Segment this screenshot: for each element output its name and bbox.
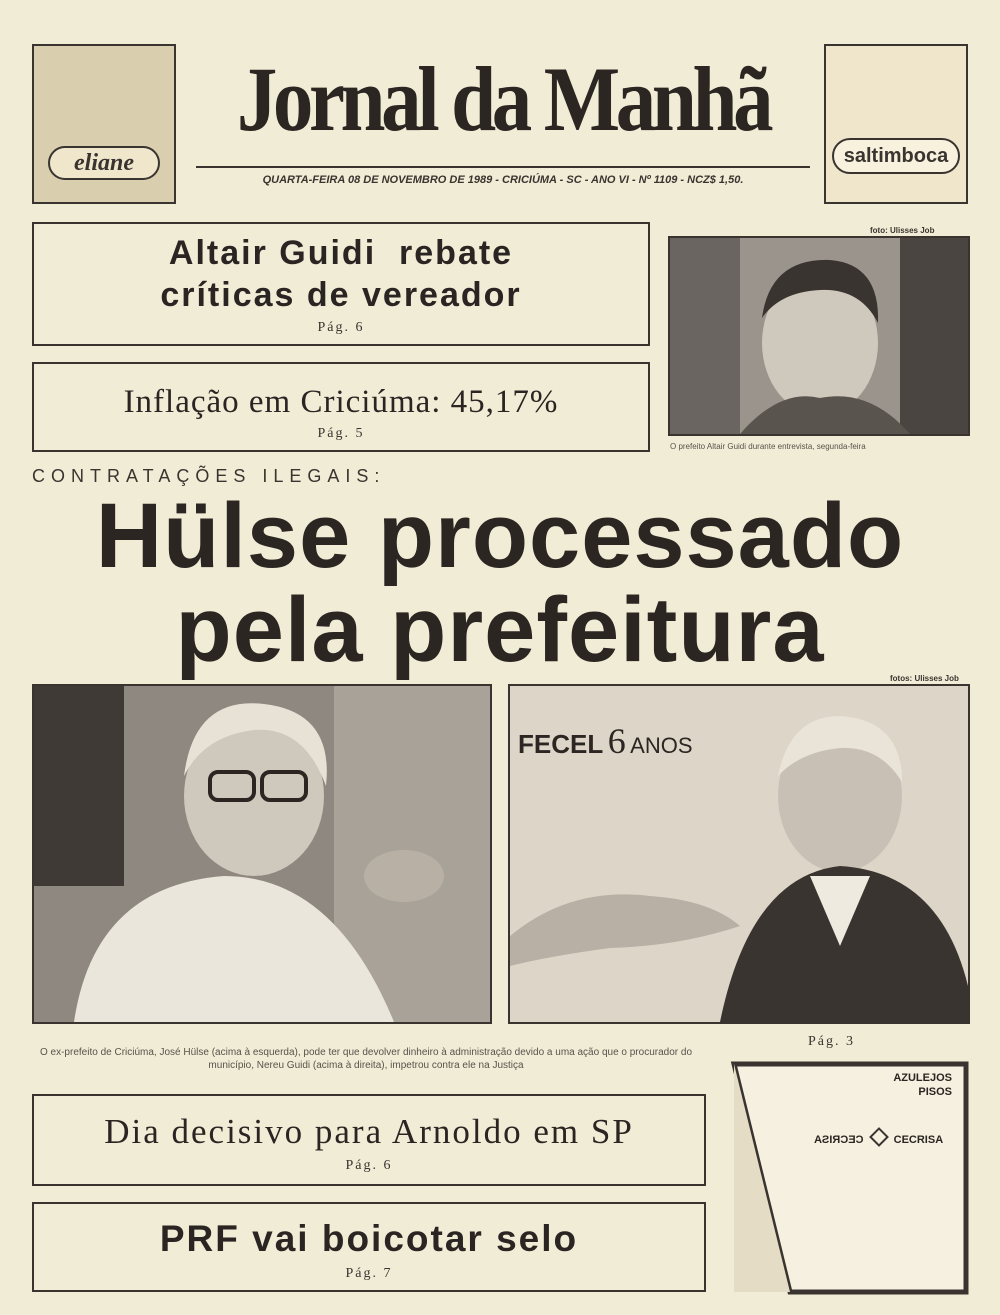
top-photo bbox=[668, 236, 970, 436]
ad-cecrisa-line2: PISOS bbox=[918, 1086, 952, 1098]
main-page: Pág. 3 bbox=[808, 1034, 855, 1049]
ad-saltimboca-box bbox=[824, 44, 968, 204]
main-photo-credit: fotos: Ulisses Job bbox=[890, 674, 959, 683]
story-arnoldo-headline: Dia decisivo para Arnoldo em SP bbox=[104, 1112, 634, 1151]
story-altair-headline-1: Altair Guidi rebate bbox=[168, 234, 514, 272]
story-prf-page: Pág. 7 bbox=[345, 1266, 393, 1281]
story-altair-box bbox=[32, 222, 650, 346]
main-headline-2: pela prefeitura bbox=[175, 579, 825, 681]
ad-cecrisa-line1: AZULEJOS bbox=[893, 1072, 952, 1084]
fecel-anos: ANOS bbox=[630, 733, 693, 758]
top-photo-image bbox=[670, 238, 968, 434]
story-prf-headline: PRF vai boicotar selo bbox=[159, 1218, 579, 1259]
top-photo-credit: foto: Ulisses Job bbox=[870, 226, 935, 235]
main-photo-left bbox=[32, 684, 492, 1024]
story-inflacao-page: Pág. 5 bbox=[317, 426, 365, 441]
ad-eliane-text: eliane bbox=[74, 150, 134, 176]
top-photo-caption: O prefeito Altair Guidi durante entrevista, segunda-feira bbox=[670, 442, 866, 451]
main-caption: O ex-prefeito de Criciúma, José Hülse (acima à esquerda), pode ter que devolver dinheiro à administração devido a uma ação que o procurador do município, Nereu Guidi (acima à direita), impetrou contra ele na Justiça bbox=[39, 1047, 693, 1071]
story-prf-box bbox=[32, 1202, 706, 1292]
ad-cecrisa bbox=[730, 1060, 970, 1296]
ad-cecrisa-brand: CECRISA bbox=[893, 1134, 944, 1146]
ad-saltimboca-logo bbox=[832, 138, 960, 174]
dateline: QUARTA-FEIRA 08 DE NOVEMBRO DE 1989 - CRICIÚMA - SC - ANO VI - Nº 1109 - NCZ$ 1,50. bbox=[262, 174, 744, 186]
fecel-six: 6 bbox=[607, 721, 626, 761]
diamond-icon bbox=[869, 1127, 889, 1147]
story-arnoldo-box bbox=[32, 1094, 706, 1186]
fecel-banner bbox=[518, 720, 693, 760]
main-kicker: CONTRATAÇÕES ILEGAIS: bbox=[32, 466, 386, 486]
story-inflacao-box bbox=[32, 362, 650, 452]
main-headline-1: Hülse processado bbox=[95, 485, 905, 587]
story-altair-headline-2: críticas de vereador bbox=[160, 276, 522, 314]
ad-saltimboca-text: saltimboca bbox=[843, 145, 949, 167]
masthead-rule bbox=[196, 166, 810, 168]
ad-eliane-box bbox=[32, 44, 176, 204]
ad-cecrisa-mirror: CECRISA bbox=[814, 1134, 864, 1146]
fecel-text: FECEL bbox=[518, 729, 604, 759]
main-photo-right bbox=[508, 684, 970, 1024]
main-photo-left-image bbox=[34, 686, 490, 1022]
story-altair-page: Pág. 6 bbox=[317, 320, 365, 335]
story-inflacao-headline: Inflação em Criciúma: 45,17% bbox=[123, 384, 559, 420]
masthead-title: Jornal da Manhã bbox=[236, 48, 770, 150]
ad-cecrisa-logo bbox=[814, 1130, 964, 1146]
ad-eliane-logo bbox=[48, 146, 160, 180]
story-arnoldo-page: Pág. 6 bbox=[345, 1158, 393, 1173]
